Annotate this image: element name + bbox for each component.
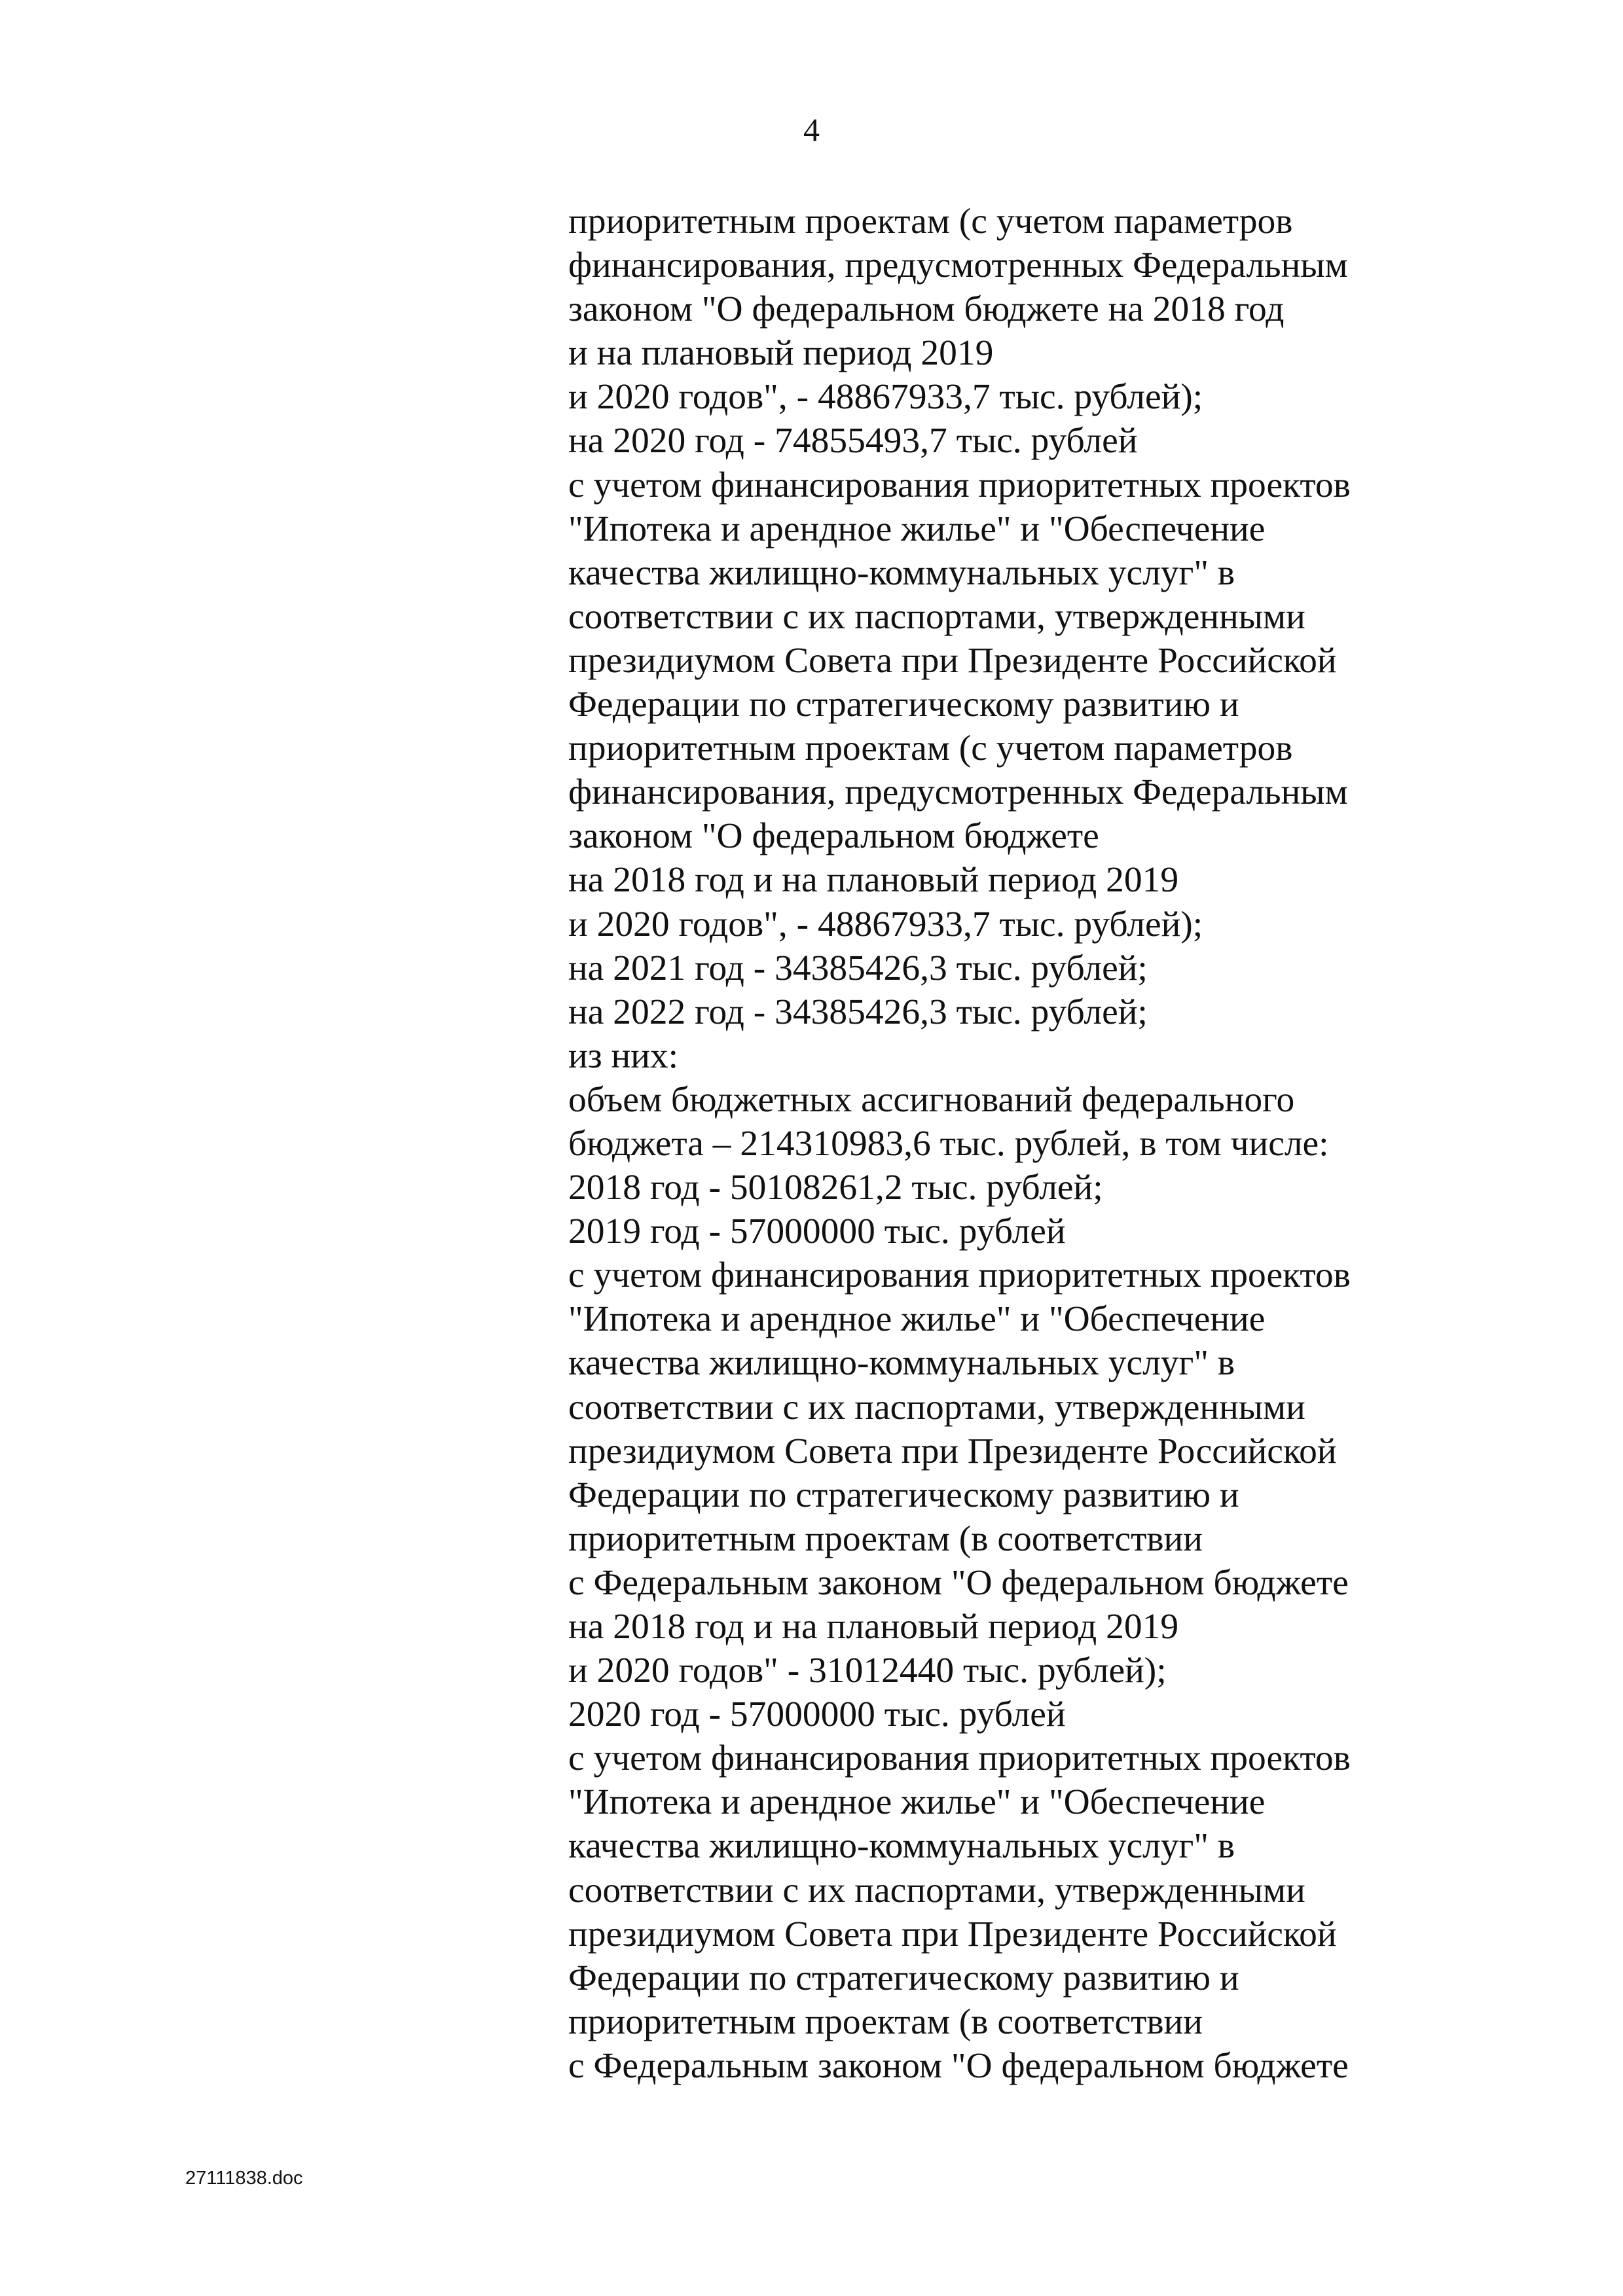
text-line: "Ипотека и арендное жилье" и "Обеспечение <box>568 1299 1266 1340</box>
text-line: из них: <box>568 1035 679 1076</box>
text-line: законом "О федеральном бюджете на 2018 год <box>568 289 1285 330</box>
text-line: с учетом финансирования приоритетных проектов <box>568 465 1351 505</box>
text-line: качества жилищно-коммунальных услуг" в <box>568 552 1235 593</box>
text-line: финансирования, предусмотренных Федеральным <box>568 245 1348 286</box>
document-body-text <box>568 200 1485 2088</box>
text-line: соответствии с их паспортами, утвержденными <box>568 596 1305 637</box>
text-line: на 2018 год и на плановый период 2019 <box>568 860 1179 901</box>
text-line: и на плановый период 2019 <box>568 333 994 374</box>
text-line: на 2022 год - 34385426,3 тыс. рублей; <box>568 992 1148 1032</box>
text-line: президиумом Совета при Президенте Российской <box>568 1431 1337 1471</box>
text-line: на 2020 год - 74855493,7 тыс. рублей <box>568 421 1138 461</box>
text-line: 2019 год - 57000000 тыс. рублей <box>568 1211 1066 1252</box>
text-line: и 2020 годов", - 48867933,7 тыс. рублей); <box>568 904 1203 944</box>
text-line: соответствии с их паспортами, утвержденными <box>568 1870 1305 1910</box>
text-line: приоритетным проектам (в соответствии <box>568 2001 1203 2042</box>
text-line: "Ипотека и арендное жилье" и "Обеспечение <box>568 509 1266 549</box>
text-line: качества жилищно-коммунальных услуг" в <box>568 1343 1235 1384</box>
text-line: приоритетным проектам (с учетом параметров <box>568 202 1293 242</box>
text-line: бюджета – 214310983,6 тыс. рублей, в том числе: <box>568 1123 1329 1164</box>
text-line: 2018 год - 50108261,2 тыс. рублей; <box>568 1168 1103 1208</box>
text-line: на 2021 год - 34385426,3 тыс. рублей; <box>568 948 1148 988</box>
text-line: с учетом финансирования приоритетных проектов <box>568 1738 1351 1779</box>
text-line: Федерации по стратегическому развитию и <box>568 1475 1239 1515</box>
text-line: соответствии с их паспортами, утвержденными <box>568 1387 1305 1427</box>
text-line: Федерации по стратегическому развитию и <box>568 1958 1239 1998</box>
text-line: качества жилищно-коммунальных услуг" в <box>568 1826 1235 1867</box>
text-line: и 2020 годов" - 31012440 тыс. рублей); <box>568 1651 1167 1691</box>
text-line: на 2018 год и на плановый период 2019 <box>568 1607 1179 1647</box>
text-line: президиумом Совета при Президенте Российской <box>568 1914 1337 1954</box>
text-line: приоритетным проектам (с учетом параметров <box>568 728 1293 769</box>
text-line: объем бюджетных ассигнований федерального <box>568 1079 1295 1120</box>
text-line: приоритетным проектам (в соответствии <box>568 1518 1203 1559</box>
text-line: с учетом финансирования приоритетных проектов <box>568 1255 1351 1296</box>
text-line: "Ипотека и арендное жилье" и "Обеспечение <box>568 1782 1266 1823</box>
text-line: законом "О федеральном бюджете <box>568 816 1099 857</box>
text-line: 2020 год - 57000000 тыс. рублей <box>568 1695 1066 1735</box>
page-number: 4 <box>803 111 820 148</box>
text-line: президиумом Совета при Президенте Российской <box>568 640 1337 681</box>
text-line: и 2020 годов", - 48867933,7 тыс. рублей); <box>568 377 1203 418</box>
text-line: с Федеральным законом "О федеральном бюджете <box>568 1562 1349 1603</box>
text-line: финансирования, предусмотренных Федеральным <box>568 772 1348 813</box>
document-file-label: 27111838.doc <box>185 2168 303 2189</box>
text-line: Федерации по стратегическому развитию и <box>568 685 1239 725</box>
text-line: с Федеральным законом "О федеральном бюджете <box>568 2045 1349 2086</box>
